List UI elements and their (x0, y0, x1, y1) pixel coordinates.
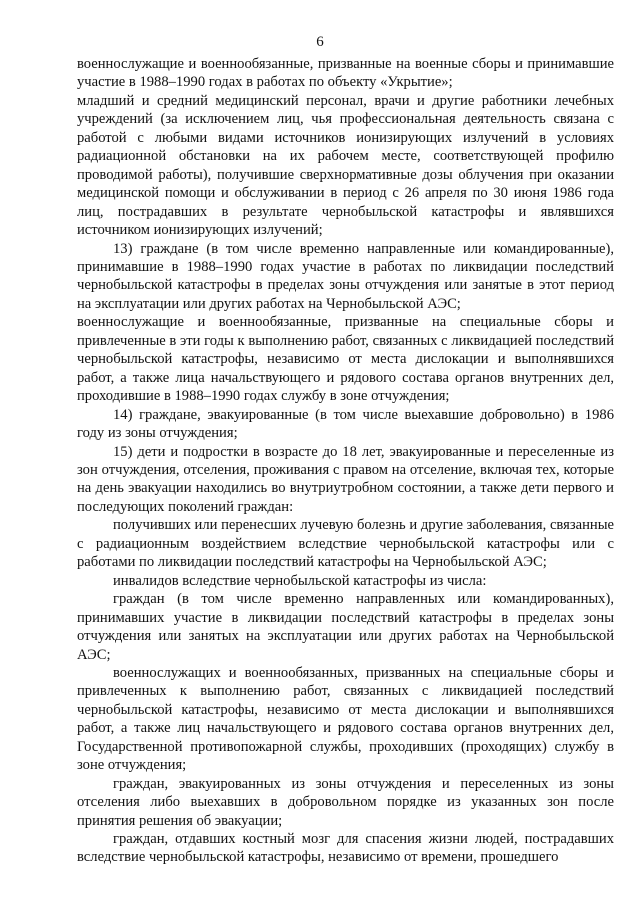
paragraph: получивших или перенесших лучевую болезнь и другие заболевания, связанные с радиационным воздействием вследствие чернобыльской катастрофы или с работами по ликвидации последствий катастрофы на Чернобыльской АЭС; (77, 517, 614, 571)
paragraph: военнослужащих и военнообязанных, призванных на специальные сборы и привлеченных к выполнению работ, связанных с ликвидацией последствий чернобыльской катастрофы, независимо от места дислокации и выполнявшихся работ, а также лиц начальствующего и рядового состава органов внутренних дел, Государственной противопожарной службы, проходивших (проходящих) службу в зоне отчуждения; (77, 664, 614, 774)
paragraph: граждан (в том числе временно направленных или командированных), принимавших участие в ликвидации последствий катастрофы в пределах зоны отчуждения или занятых на эксплуатации или других работах на Чернобыльской АЭС; (77, 591, 614, 663)
paragraph: 15) дети и подростки в возрасте до 18 лет, эвакуированные и переселенные из зон отчуждения, отселения, проживания с правом на отселение, включая тех, которые на день эвакуации находились во внутриутробном состоянии, а также дети первого и последующих поколений граждан: (77, 443, 614, 515)
paragraph: младший и средний медицинский персонал, врачи и другие работники лечебных учреждений (за исключением лиц, чья профессиональная деятельность связана с работой с любыми видами источников ионизирующих излучений в условиях радиационной обстановки на их рабочем месте, соответствующей профилю проводимой работы), получившие сверхнормативные дозы облучения при оказании медицинской помощи и обслуживании в период с 26 апреля по 30 июня 1986 года лиц, пострадавших в результате чернобыльской катастрофы и являвшихся источником ионизирующих излучений; (77, 92, 614, 239)
paragraph: 13) граждане (в том числе временно направленные или командированные), принимавшие в 1988–1990 годах участие в работах по ликвидации последствий чернобыльской катастрофы в пределах зоны отчуждения или занятые в этот период на эксплуатации или других работах на Чернобыльской АЭС; (77, 240, 614, 312)
page-number: 6 (316, 34, 324, 50)
paragraph: военнослужащие и военнообязанные, призванные на специальные сборы и привлеченные в эти годы к выполнению работ, связанных с ликвидацией последствий чернобыльской катастрофы, независимо от места дислокации и выполнявшихся работ, а также лица начальствующего и рядового состава органов внутренних дел, проходившие в 1988–1990 годах службу в зоне отчуждения; (77, 314, 614, 405)
paragraph: граждан, отдавших костный мозг для спасения жизни людей, пострадавших вследствие чернобыльской катастрофы, независимо от времени, прошедшего (77, 831, 614, 866)
document-body (77, 55, 614, 867)
paragraph: военнослужащие и военнообязанные, призванные на военные сборы и принимавшие участие в 1988–1990 годах в работах по объекту «Укрытие»; (77, 56, 614, 91)
paragraph: граждан, эвакуированных из зоны отчуждения и переселенных из зоны отселения либо выехавших в добровольном порядке из указанных зон после принятия решения об эвакуации; (77, 775, 614, 829)
paragraph: инвалидов вследствие чернобыльской катастрофы из числа: (113, 572, 487, 589)
paragraph: 14) граждане, эвакуированные (в том числе выехавшие добровольно) в 1986 году из зоны отчуждения; (77, 406, 614, 442)
